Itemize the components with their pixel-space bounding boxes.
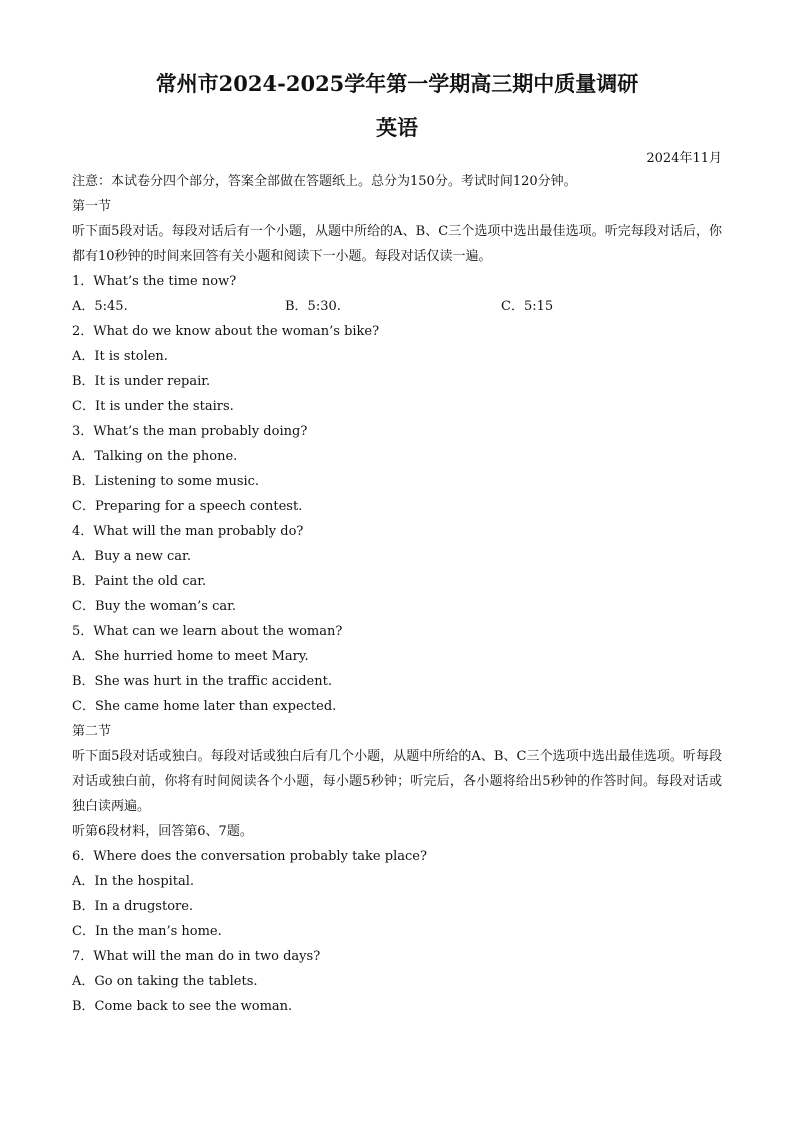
question-5-option-c: C．She came home later than expected. xyxy=(72,699,337,714)
page-title: 常州市2024-2025学年第一学期高三期中质量调研 xyxy=(155,71,639,96)
question-4-option-b: B．Paint the old car. xyxy=(72,574,207,589)
question-5-option-b: B．She was hurt in the traffic accident. xyxy=(72,674,332,689)
question-7-option-b: B．Come back to see the woman. xyxy=(72,999,293,1014)
section-1-instructions: 听下面5段对话。每段对话后有一个小题，从题中所给的A、B、C三个选项中选出最佳选项。听完每段对话后，你都有10秒钟的时间来回答有关小题和阅读下一小题。每段对话仅读一遍。 xyxy=(72,224,722,264)
question-5-stem: 5．What can we learn about the woman? xyxy=(72,624,343,639)
section-1-heading: 第一节 xyxy=(72,199,112,214)
question-4-stem: 4．What will the man probably do? xyxy=(72,524,304,539)
question-4-option-a: A．Buy a new car. xyxy=(72,549,191,564)
question-3-option-c: C．Preparing for a speech contest. xyxy=(72,499,303,514)
question-6-option-a: A．In the hospital. xyxy=(72,874,195,889)
question-6-option-c: C．In the man’s home. xyxy=(72,924,222,939)
question-1-option-c: C．5:15 xyxy=(501,299,554,314)
exam-date: 2024年11月 xyxy=(646,151,722,166)
material-6-instruction: 听第6段材料，回答第6、7题。 xyxy=(72,824,253,839)
question-1-options xyxy=(72,294,722,319)
question-6-stem: 6．Where does the conversation probably take place? xyxy=(72,849,427,864)
section-2-instructions: 听下面5段对话或独白。每段对话或独白后有几个小题，从题中所给的A、B、C三个选项中选出最佳选项。听每段对话或独白前，你将有时间阅读各个小题，每小题5秒钟；听完后，各小题将给出5秒钟的作答时间。每段对话或独白读两遍。 xyxy=(72,749,722,814)
question-2-stem: 2．What do we know about the woman’s bike? xyxy=(72,324,380,339)
question-3-option-b: B．Listening to some music. xyxy=(72,474,260,489)
question-2-option-b: B．It is under repair. xyxy=(72,374,211,389)
question-6-option-b: B．In a drugstore. xyxy=(72,899,194,914)
subject-title: 英语 xyxy=(376,115,418,140)
question-2-option-c: C．It is under the stairs. xyxy=(72,399,234,414)
question-7-stem: 7．What will the man do in two days? xyxy=(72,949,321,964)
question-5-option-a: A．She hurried home to meet Mary. xyxy=(72,649,309,664)
exam-notice: 注意：本试卷分四个部分，答案全部做在答题纸上。总分为150分。考试时间120分钟。 xyxy=(72,174,577,189)
question-2-option-a: A．It is stolen. xyxy=(72,349,168,364)
question-1-option-a: A．5:45. xyxy=(72,299,128,314)
question-1-option-b: B．5:30. xyxy=(285,299,341,314)
question-3-option-a: A．Talking on the phone. xyxy=(72,449,238,464)
question-4-option-c: C．Buy the woman’s car. xyxy=(72,599,237,614)
question-3-stem: 3．What’s the man probably doing? xyxy=(72,424,308,439)
section-2-heading: 第二节 xyxy=(72,724,112,739)
question-1-stem: 1．What’s the time now? xyxy=(72,274,237,289)
question-7-option-a: A．Go on taking the tablets. xyxy=(72,974,258,989)
